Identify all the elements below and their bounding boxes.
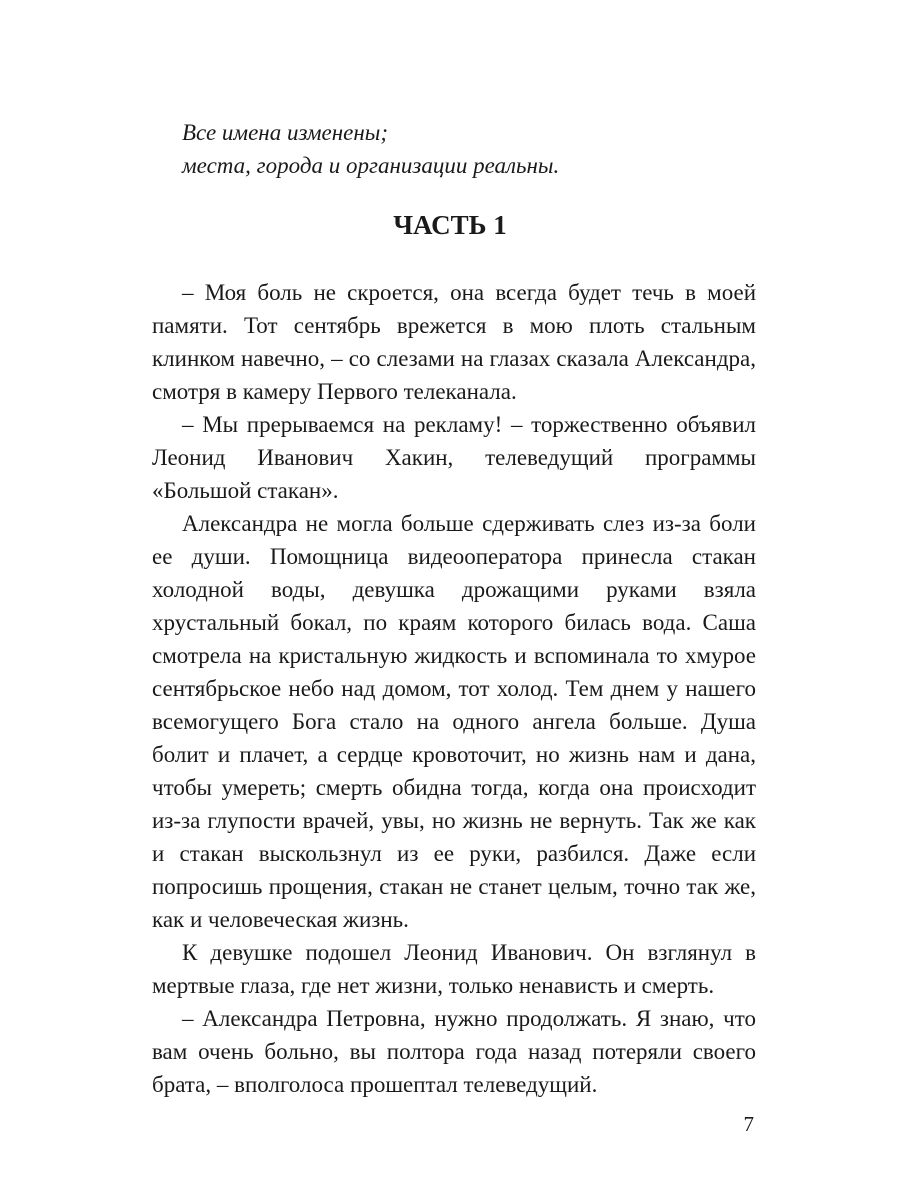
epigraph-line: Все имена изменены; [182, 120, 389, 145]
paragraph: К девушке подошел Леонид Иванович. Он взглянул в мертвые глаза, где нет жизни, только ненависть и смерть. [152, 940, 756, 998]
paragraph: – Мы прерываемся на рекламу! – торжественно объявил Леонид Иванович Хакин, телеведущий программы «Большой стакан». [152, 412, 756, 503]
paragraph: – Александра Петровна, нужно продолжать. Я знаю, что вам очень больно, вы полтора года назад потеряли своего брата, – вполголоса прошептал телеведущий. [152, 1006, 756, 1097]
body-text [152, 276, 756, 1101]
page-number: 7 [743, 1112, 754, 1136]
chapter-title: ЧАСТЬ 1 [393, 210, 507, 240]
paragraph: – Моя боль не скроется, она всегда будет течь в моей памяти. Тот сентябрь врежется в мою плоть стальным клинком навечно, – со слезами на глазах сказала Александра, смотря в камеру Первого телеканала. [152, 280, 756, 404]
paragraph: Александра не могла больше сдерживать слез из-за боли ее души. Помощница видеооператора принесла стакан холодной воды, девушка дрожащими руками взяла хрустальный бокал, по краям которого билась вода. Саша смотрела на кристальную жидкость и вспоминала то хмурое сентябрьское небо над домом, тот холод. Тем днем у нашего всемогущего Бога стало на одного ангела больше. Душа болит и плачет, а сердце кровоточит, но жизнь нам и дана, чтобы умереть; смерть обидна тогда, когда она происходит из-за глупости врачей, увы, но жизнь не вернуть. Так же как и стакан выскользнул из ее руки, разбился. Даже если попросишь прощения, стакан не станет целым, точно так же, как и человеческая жизнь. [152, 511, 756, 932]
epigraph-line: места, города и организации реальны. [182, 153, 560, 178]
epigraph [182, 116, 742, 182]
